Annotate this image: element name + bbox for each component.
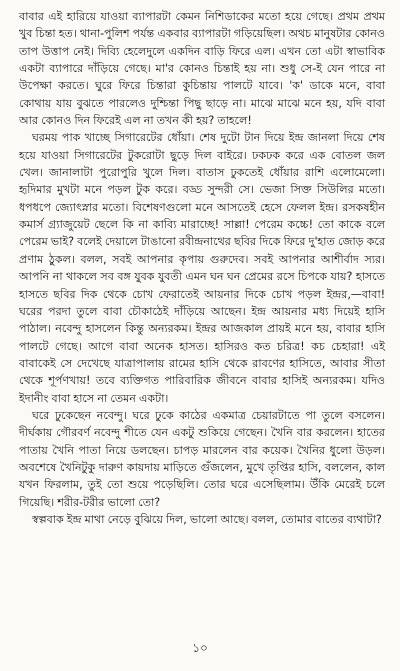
page-number: ১০ — [192, 641, 208, 655]
paragraph-2: ঘরময় পাক খাচ্ছে সিগারেটের ধোঁয়া। শেষ দুটো টান দিয়ে ইন্দ্র জানলা দিয়ে শেষ হয়ে যাওয়া সিগারেটের টুকরোটা ছুড়ে দিল বাইরে। ঢকঢক করে এক বোতল জল খেল। জানালাটা পুরোপুরি খুলে দিল। বাতাস ঢুকতেই ধোঁয়ার রাশি এলোমেলো। হৃদিমার মুখটা মনে পড়ল টুক করে। বড্ড সুন্দরী সে। ভেজা সিক্ত সিউলির মতো। ধপধপে জ্যোৎস্নার মতো। বিশেষণগুলো মনে আসতেই হেসে ফেলল ইন্দ্র। রসকষহীন কমার্স গ্র্যাজুয়েট ছেলে কি না কাব্যি মারাচ্ছে! সাল্লা! পেরেম কচ্চে! তো কাকে বলে পেরেম ভাই? বলেই দেয়ালে টাঙানো রবীন্দ্রনাথের ছবির দিকে ফিরে দু'হাত জোড় করে প্রণাম ঠুকল। বলল, সবই আপনার কৃপায় গুরুদেব। সবই আপনার আশীর্বাদ স্যর। আপনি না থাকলে সব বঙ্গ যুবক যুবতী এমন ঘন ঘন প্রেমের রসে চিপকে যায়? হাসতে হাসতে ছবির দিক থেকে চোখ ফেরাতেই আয়নার দিকে চোখ পড়ল ইন্দ্রর,—বাবা! ঘরের পরদা তুলে বাবা চৌকাঠেই দাঁড়িয়ে আছেন। ইন্দ্র আয়নার মধ্য দিয়েই হাসি পাঠাল। নবেন্দু হাসলেন কিন্তু অন্যরকম। ইন্দ্রর আজকাল প্রায়ই মনে হয়, বাবার হাসি পালটে গেছে। আগে বাবা অনেক হাসত। হাসিরও কত চরিত্র! কচ চেহারা! এই বাবাকেই সে দেখেছে যাত্রাপালায় রামের হাসি থেকে রাবণের হাসিতে, আবার সীতা থেকে শূর্পণখায়! তবে ব্যক্তিগত পারিবারিক জীবনে বাবার হাসিই অন্যরকম। যদিও ইদানীং বাবা হাসে না তেমন একটা। — [19, 131, 385, 405]
paragraph-4: স্বল্পবাক ইন্দ্র মাথা নেড়ে বুঝিয়ে দিল, ভালো আছে। বলল, তোমার বাতের ব্যথাটা? — [32, 512, 382, 526]
paragraph-3: ঘরে ঢুকেছেন নবেন্দু। ঘরে ঢুকে কাঠের একমাত্র চেয়ারটাতে পা তুলে বসলেন। দীর্ঘকায় গৌরবর্ণ নবেন্দু শীতে যেন একটু শুকিয়ে গেছেন। খৈনি বার করলেন। হাতের পাতায় খৈনি পাতা নিয়ে ডলছেন। চাপড় মারলেন বার কয়েক। খৈনির ধুলো উড়ল। অবশেষে খৈনিটুকু দারুণ কায়দায় মাড়িতে গুঁজলেন, মুখে তৃপ্তির হাসি, বললেন, কাল যখন ফিরলাম, তুই তো শুয়ে পড়েছিলি। তোর ঘরে এসেছিলাম। উঁকি মেরেই চলে গিয়েছি। শরীর-টরীর ভালো তো? — [19, 408, 385, 509]
paragraph-1: বাবার এই হারিয়ে যাওয়া ব্যাপারটা কেমন নিশিডাকের মতো হয়ে গেছে। প্রথম প্রথম খুব চিন্তা হত। থানা-পুলিশ পর্যন্ত একবার ব্যাপারটা গড়িয়েছিল। অথচ মানুষটার কোনও তাপ উত্তাপ নেই। দিব্যি হেলেদুলে একদিন বাড়ি ফিরে এল। এখন তো এটা স্বাভাবিক একটা ব্যাপারে দাঁড়িয়ে গেছে। মা'র কোনও চিন্তাই হয় না। শুধু সে-ই যেন পারে না উপেক্ষা করতে। ঘুরে ফিরে চিন্তারা কুচিন্তায় পালটে যাবে। 'ক' ডাকে মনে, বাবা কোথায় যায় বুঝতে পারলেও দুশ্চিন্তা পিছু ছাড়ে না। মাঝে মাঝে মনে হয়, যদি বাবা আর কোনও দিন ফিরেই এল না তখন কী হয়? তাহলে! — [19, 10, 385, 128]
